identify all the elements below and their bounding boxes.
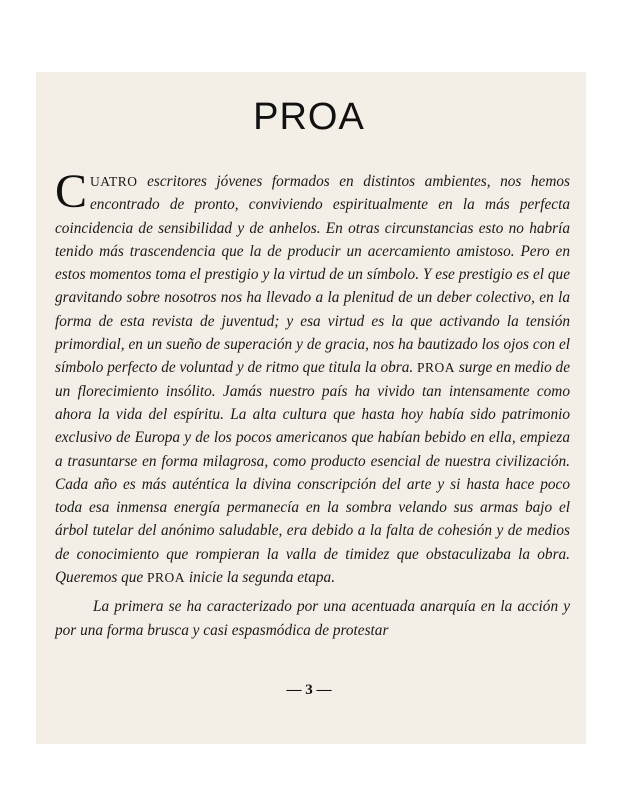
paragraph-1-text-b: surge en medio de un florecimiento insólito. Jamás nuestro país ha vivido tan intensamente como ahora la vida del espíritu. La alta cultura que hasta hoy había sido patrimonio exclusivo de Europa y de los pocos americanos que habían bebido en ella, empieza a trasuntarse en forma milagrosa, como producto esencial de nuestra civilización. Cada año es más auténtica la divina conscripción del arte y si hasta hace poco toda esa inmensa energía permanecía en la sombra velando sus armas bajo el árbol tutelar del anónimo saludable, era debido a la falta de cohesión y de medios de conocimiento que rompieran la valla de timidez que obstaculizaba la obra. Queremos que: [55, 359, 571, 587]
paragraph-1-text-a: escritores jóvenes formados en distintos ambientes, nos hemos encontrado de pronto, conviviendo espiritualmente en la más perfecta coincidencia de sensibilidad y de anhelos. En otras circunstancias esto no habría tenido más trascendencia que la de producir un acercamiento amistoso. Pero en estos momentos toma el prestigio y la virtud de un símbolo. Y ese prestigio es el que gravitando sobre nosotros nos ha llevado a la plenitud de un deber colectivo, en la forma de esta revista de juventud; y esa virtud es la que activando la tensión primordial, en un sueño de superación y de gracia, nos ha bautizado los ojos con el símbolo perfecto de voluntad y de ritmo que titula la obra.: [55, 173, 570, 377]
lead-word: UATRO: [90, 174, 138, 189]
page-number: — 3 —: [286, 682, 332, 698]
paragraph-1-text-c: inicie la segunda etapa.: [185, 569, 336, 587]
page-title: PROA: [253, 96, 365, 138]
paragraph-2: La primera se ha caracterizado por una acentuada anarquía en la acción y por una forma brusca y casi espasmódica de protestar: [55, 598, 570, 639]
body-text: [55, 165, 571, 642]
proa-name-2: PROA: [147, 570, 186, 586]
paragraph-1: [55, 165, 571, 589]
drop-cap: C: [55, 165, 88, 218]
proa-name-1: PROA: [417, 360, 456, 376]
